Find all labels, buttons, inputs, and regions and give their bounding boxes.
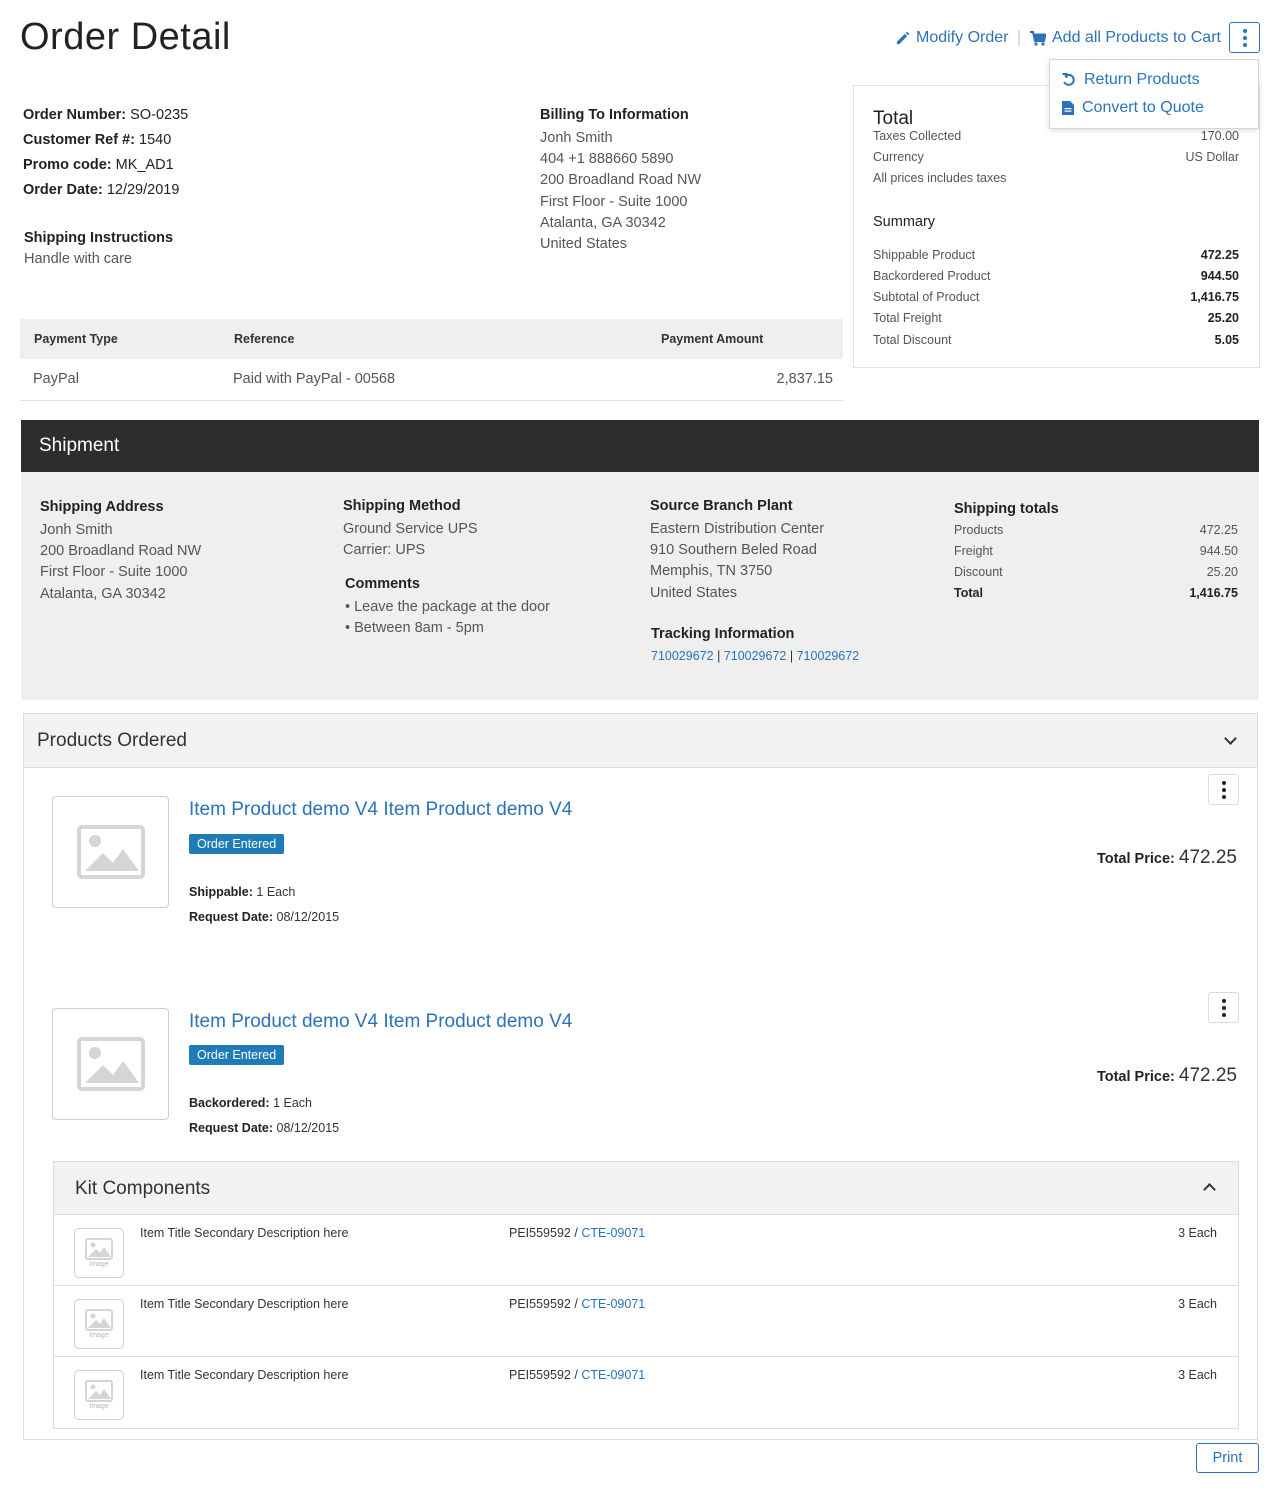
image-caption: Image (89, 1332, 109, 1339)
status-badge: Order Entered (189, 1045, 284, 1065)
kebab-icon (1243, 29, 1247, 47)
item-actions-button[interactable] (1208, 774, 1239, 805)
menu-item-convert-to-quote[interactable] (1062, 99, 1204, 117)
kit-item-title: Item Title Secondary Description here (140, 1226, 349, 1240)
billing-line: Jonh Smith (540, 130, 613, 146)
image-caption: Image (89, 1403, 109, 1410)
modify-order-label: Modify Order (916, 29, 1009, 46)
summary-row: Total Discount 5.05 (873, 333, 1239, 347)
branch-line: 910 Southern Beled Road (650, 542, 817, 558)
kit-item-qty: 3 Each (1178, 1368, 1217, 1382)
kit-image-placeholder (74, 1299, 124, 1349)
image-placeholder-icon (85, 1380, 113, 1402)
tracking-separator: | (789, 649, 794, 663)
product-image-placeholder (52, 1008, 169, 1120)
billing-line: 200 Broadland Road NW (540, 172, 702, 188)
kebab-icon (1222, 781, 1226, 799)
tracking-links (651, 649, 859, 663)
address-line: First Floor - Suite 1000 (40, 564, 188, 580)
more-actions-button[interactable] (1229, 22, 1260, 53)
shippable-qty: Shippable: 1 Each (189, 885, 296, 899)
kit-code-link[interactable]: CTE-09071 (581, 1368, 646, 1382)
comment-item: • Leave the package at the door (345, 599, 551, 615)
address-line: Jonh Smith (40, 522, 113, 538)
branch-plant-label: Source Branch Plant (650, 498, 793, 514)
kit-components-panel (53, 1161, 1239, 1429)
billing-line: United States (540, 236, 628, 252)
total-price: Total Price: 472.25 (1096, 847, 1237, 868)
comment-item: • Between 8am - 5pm (345, 620, 484, 636)
chevron-down-icon[interactable] (1224, 732, 1237, 745)
table-row (20, 359, 843, 401)
tracking-separator: | (717, 649, 721, 663)
summary-row: Subtotal of Product 1,416.75 (873, 290, 1239, 304)
kit-item-codes: PEI559592 / CTE-09071 (509, 1226, 646, 1240)
menu-item-return-products[interactable] (1062, 71, 1200, 89)
image-placeholder-icon (77, 825, 145, 879)
pencil-icon (895, 31, 910, 46)
branch-line: United States (650, 585, 738, 601)
shipping-total-row: Total 1,416.75 (954, 586, 1238, 600)
product-title-link[interactable]: Item Product demo V4 Item Product demo V4 (189, 1011, 573, 1032)
cart-icon (1030, 31, 1046, 46)
chevron-up-icon[interactable] (1203, 1183, 1216, 1196)
shipping-address-label: Shipping Address (40, 499, 164, 515)
billing-line: 404 +1 888660 5890 (540, 151, 674, 167)
print-button[interactable]: Print (1196, 1443, 1259, 1473)
summary-row: Shippable Product 472.25 (873, 248, 1239, 262)
kit-components-title: Kit Components (75, 1178, 211, 1199)
amount-cell: 2,837.15 (776, 371, 833, 387)
shipping-total-row: Freight 944.50 (954, 544, 1238, 558)
branch-line: Memphis, TN 3750 (650, 563, 773, 579)
shipping-totals-label: Shipping totals (954, 501, 1059, 517)
kit-item-codes: PEI559592 / CTE-09071 (509, 1368, 646, 1382)
add-all-to-cart-label: Add all Products to Cart (1052, 29, 1221, 46)
shipment-details (21, 472, 1259, 700)
col-payment-type: Payment Type (34, 332, 118, 346)
taxes-row: Taxes Collected 170.00 (873, 129, 1239, 143)
address-line: 200 Broadland Road NW (40, 543, 202, 559)
promo-code: Promo code: MK_AD1 (23, 157, 174, 173)
col-reference: Reference (234, 332, 295, 346)
col-payment-amount: Payment Amount (661, 332, 764, 346)
products-ordered-panel (23, 713, 1258, 1440)
backordered-qty: Backordered: 1 Each (189, 1096, 312, 1110)
reference-cell: Paid with PayPal - 00568 (233, 371, 396, 387)
image-placeholder-icon (77, 1037, 145, 1091)
add-all-to-cart-link[interactable] (1030, 29, 1221, 47)
list-item (54, 1215, 1238, 1286)
product-image-placeholder (52, 796, 169, 908)
actions-menu (1049, 59, 1259, 129)
order-date: Order Date: 12/29/2019 (23, 182, 180, 198)
item-actions-button[interactable] (1208, 992, 1239, 1023)
products-ordered-title: Products Ordered (37, 730, 187, 751)
comments-label: Comments (345, 576, 420, 592)
request-date: Request Date: 08/12/2015 (189, 910, 340, 924)
payment-table-header (20, 319, 843, 359)
currency-row: Currency US Dollar (873, 150, 1239, 164)
product-title-link[interactable]: Item Product demo V4 Item Product demo V4 (189, 799, 573, 820)
address-line: Atalanta, GA 30342 (40, 586, 166, 602)
totals-title: Total (873, 108, 914, 129)
kit-image-placeholder (74, 1228, 124, 1278)
shipment-header: Shipment (21, 420, 1259, 472)
customer-ref: Customer Ref #: 1540 (23, 132, 172, 148)
undo-icon (1062, 73, 1076, 87)
shipping-instructions-label: Shipping Instructions (24, 230, 174, 246)
tracking-link[interactable]: 710029672 (796, 649, 860, 663)
shipping-total-row: Products 472.25 (954, 523, 1238, 537)
return-products-label: Return Products (1084, 71, 1200, 88)
request-date: Request Date: 08/12/2015 (189, 1121, 340, 1135)
kit-code-link[interactable]: CTE-09071 (581, 1226, 646, 1240)
billing-line: Atalanta, GA 30342 (540, 215, 666, 231)
summary-title: Summary (873, 214, 936, 230)
shipping-method-label: Shipping Method (343, 498, 461, 514)
header-divider: | (1017, 29, 1022, 46)
shipping-instructions-text: Handle with care (24, 251, 132, 267)
shipping-total-row: Discount 25.20 (954, 565, 1238, 579)
payment-type-cell: PayPal (33, 371, 79, 387)
image-caption: Image (89, 1261, 109, 1268)
billing-line: First Floor - Suite 1000 (540, 194, 688, 210)
page-title: Order Detail (20, 16, 231, 58)
modify-order-link[interactable] (895, 29, 1008, 47)
tracking-link[interactable]: 710029672 (651, 649, 714, 663)
prices-note: All prices includes taxes (873, 171, 1007, 185)
image-placeholder-icon (85, 1309, 113, 1331)
branch-line: Eastern Distribution Center (650, 521, 825, 537)
kit-item-codes: PEI559592 / CTE-09071 (509, 1297, 646, 1311)
image-placeholder-icon (85, 1238, 113, 1260)
method-line: Ground Service UPS (343, 521, 478, 537)
method-line: Carrier: UPS (343, 542, 426, 558)
kit-components-header[interactable] (54, 1162, 1238, 1215)
kebab-icon (1222, 999, 1226, 1017)
kit-item-title: Item Title Secondary Description here (140, 1297, 349, 1311)
kit-item-qty: 3 Each (1178, 1226, 1217, 1240)
tracking-link[interactable]: 710029672 (723, 649, 787, 663)
kit-item-qty: 3 Each (1178, 1297, 1217, 1311)
convert-to-quote-label: Convert to Quote (1082, 99, 1204, 116)
document-icon (1062, 101, 1074, 115)
summary-row: Backordered Product 944.50 (873, 269, 1239, 283)
total-price: Total Price: 472.25 (1096, 1065, 1237, 1086)
list-item (54, 1286, 1238, 1357)
summary-row: Total Freight 25.20 (873, 311, 1239, 325)
products-ordered-header[interactable] (24, 714, 1257, 768)
tracking-label: Tracking Information (651, 626, 795, 642)
status-badge: Order Entered (189, 834, 284, 854)
kit-code-link[interactable]: CTE-09071 (581, 1297, 646, 1311)
order-number: Order Number: SO-0235 (23, 107, 189, 123)
kit-item-title: Item Title Secondary Description here (140, 1368, 349, 1382)
billing-label: Billing To Information (540, 107, 689, 123)
kit-image-placeholder (74, 1370, 124, 1420)
list-item (54, 1357, 1238, 1428)
